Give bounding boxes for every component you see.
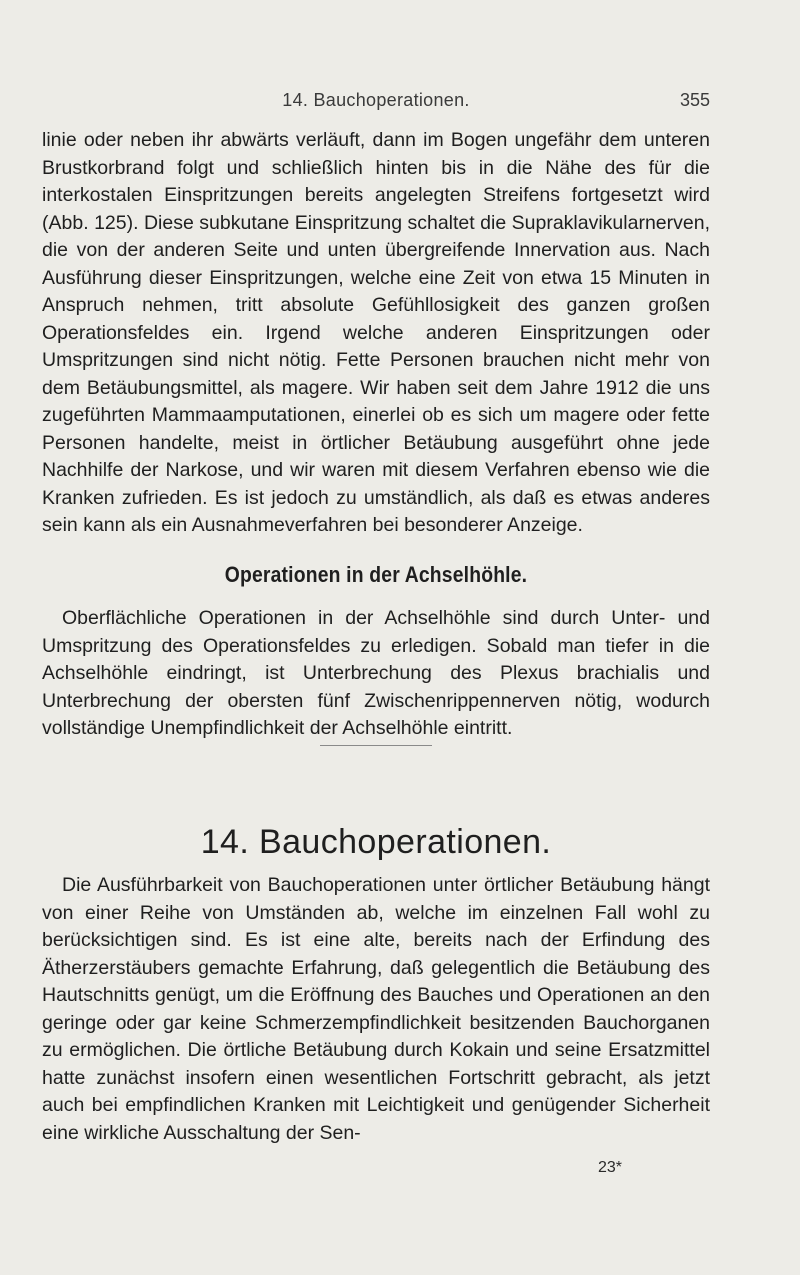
- chapter-heading: 14. Bauchoperationen.: [200, 823, 552, 861]
- page-number: 355: [679, 90, 710, 110]
- section-divider: [320, 745, 432, 746]
- paragraph-bauchoperationen: Die Ausführbarkeit von Bauchoperationen unter örtlicher Betäubung hängt von einer Reihe von Umständen ab, welche im einzelnen Fall wohl zu berücksichtigen sind. Es ist eine alte, bereits nach der Erfindung des Ätherzerstäubers gemachte Erfahrung, daß gelegentlich die Betäubung des Hautschnitts genügt, um die Eröffnung des Bauches und Operationen an den geringe oder gar keine Schmerzempfindlichkeit besitzenden Bauchorganen zu ermöglichen. Die örtliche Betäubung durch Kokain und seine Ersatzmittel hatte zunächst insofern einen wesentlichen Fortschritt gebracht, als jetzt auch bei empfindlichen Kranken mit Leichtigkeit und genügender Sicherheit eine wirkliche Ausschaltung der Sen-: [42, 874, 710, 1144]
- running-title: 14. Bauchoperationen.: [282, 90, 470, 110]
- section-heading-achselhoehle: Operationen in der Achselhöhle.: [224, 562, 528, 587]
- running-head: [42, 90, 710, 118]
- paragraph-achselhoehle: Oberflächliche Operationen in der Achselhöhle sind durch Unter- und Umspritzung des Operationsfeldes zu erledigen. Sobald man tiefer in die Achselhöhle eindringt, ist Unterbrechung des Plexus brachialis und Unterbrechung der obersten fünf Zwischenrippennerven nötig, wodurch vollständige Unempfindlichkeit der Achselhöhle eintritt.: [42, 607, 710, 739]
- signature-mark: 23*: [598, 1159, 623, 1176]
- paragraph-mamma-amputation: linie oder neben ihr abwärts verläuft, dann im Bogen ungefähr dem unteren Brustkorbrand folgt und schließlich hinten bis in die Nähe des für die interkostalen Einspritzungen bereits angelegten Streifens fortgesetzt wird (Abb. 125). Diese subkutane Einspritzung schaltet die Supraklavikularnerven, die von der anderen Seite und unten übergreifende Innervation aus. Nach Ausführung dieser Einspritzungen, welche eine Zeit von etwa 15 Minuten in Anspruch nehmen, tritt absolute Gefühllosigkeit des ganzen großen Operationsfeldes ein. Irgend welche anderen Einspritzungen oder Umspritzungen sind nicht nötig. Fette Personen brauchen nicht mehr von dem Betäubungsmittel, als magere. Wir haben seit dem Jahre 1912 die uns zugeführten Mammaamputationen, einerlei ob es sich um magere oder fette Personen handelte, meist in örtlicher Betäubung ausgeführt ohne jede Nachhilfe der Narkose, und wir waren mit diesem Verfahren ebenso wie die Kranken zufrieden. Es ist jedoch zu umständlich, als daß es etwas anderes sein kann als ein Ausnahmeverfahren bei besonderer Anzeige.: [42, 129, 710, 536]
